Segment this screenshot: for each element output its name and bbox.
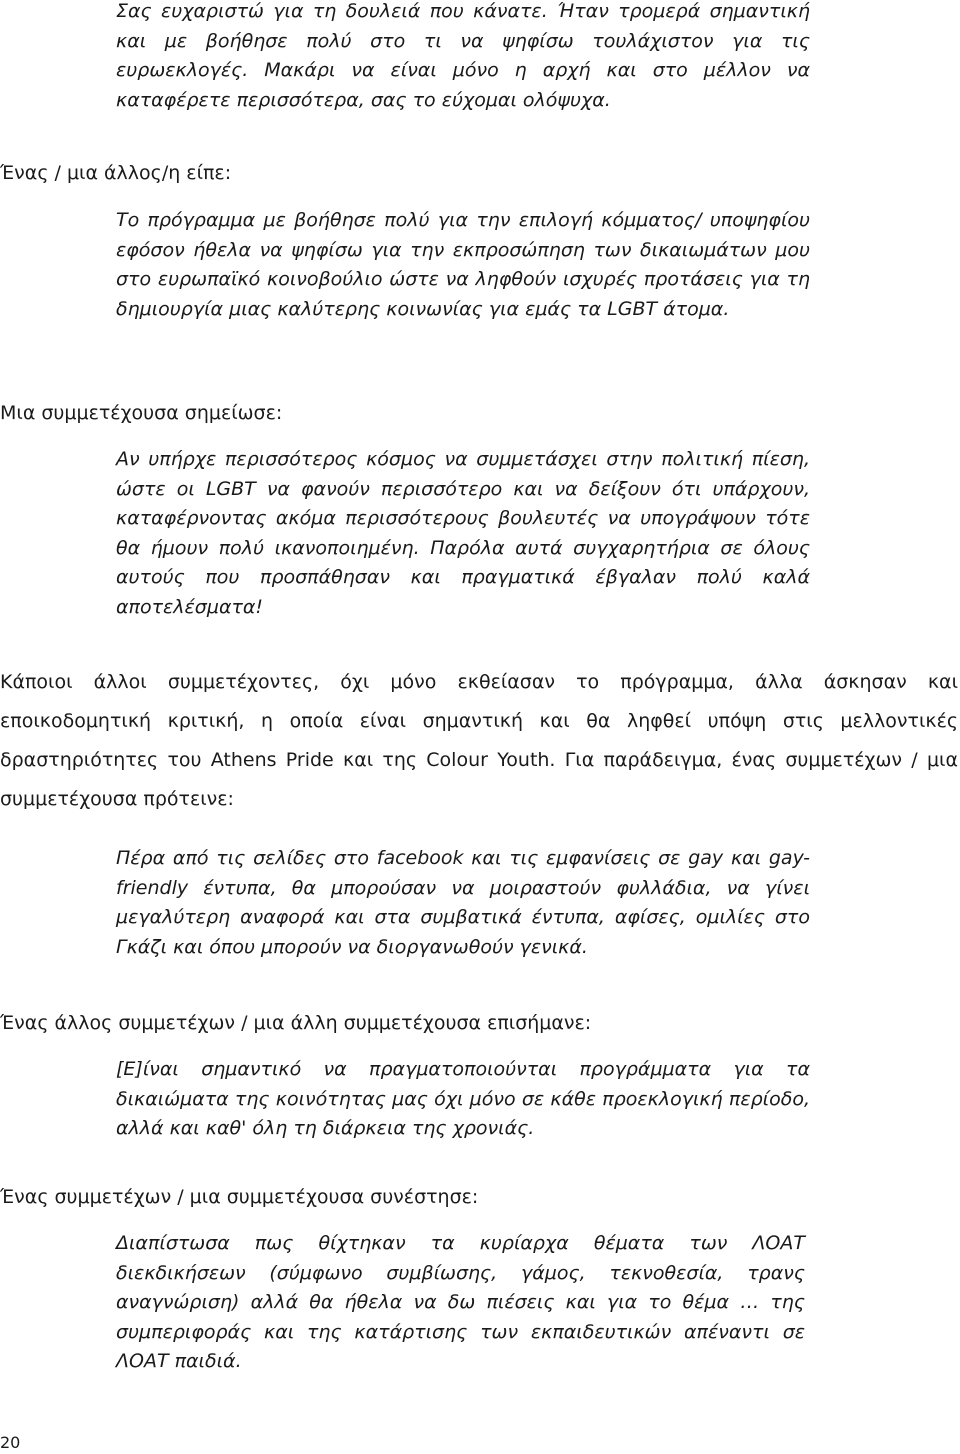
testimonial-quote-5: [Ε]ίναι σημαντικό να πραγματοποιούνται προγράμματα για τα δικαιώματα της κοινότητας μας όχι μόνο σε κάθε προεκλογική περίοδο, αλλά και καθ' όλη τη διάρκεια της χρονιάς. <box>116 1058 810 1139</box>
testimonial-quote-1: Σας ευχαριστώ για τη δουλειά που κάνατε. Ήταν τρομερά σημαντική και με βοήθησε πολύ στο τι να ψηφίσω τουλάχιστον για τις ευρωεκλογές. Μακάρι να είναι μόνο η αρχή και στο μέλλον να καταφέρετε περισσότερα, σας το εύχομαι ολόψυχα. <box>116 0 810 111</box>
testimonial-quote-3: Αν υπήρχε περισσότερος κόσμος να συμμετάσχει στην πολιτική πίεση, ώστε οι LGBT να φανούν περισσότερο και να δείξουν ότι υπάρχουν, καταφέρνοντας ακόμα περισσότερους βουλευτές να υπογράψουν τότε θα ήμουν πολύ ικανοποιημένη. Παρόλα αυτά συγχαρητήρια σε όλους αυτούς που προσπάθησαν και πραγματικά έβγαλαν πολύ καλά αποτελέσματα! <box>116 448 810 618</box>
quote-intro-5: Ένας άλλος συμμετέχων / μια άλλη συμμετέχουσα επισήμανε: <box>0 1012 592 1034</box>
body-paragraph: Κάποιοι άλλοι συμμετέχοντες, όχι μόνο εκθείασαν το πρόγραμμα, άλλα άσκησαν και εποικοδομητική κριτική, η οποία είναι σημαντική και θα ληφθεί υπόψη στις μελλοντικές δραστηριότητες του Athens Pride και της Colour Youth. Για παράδειγμα, ένας συμμετέχων / μια συμμετέχουσα πρότεινε: <box>0 671 958 810</box>
testimonial-quote-2: Το πρόγραμμα με βοήθησε πολύ για την επιλογή κόμματος/ υποψηφίου εφόσον ήθελα να ψηφίσω για την εκπροσώπηση των δικαιωμάτων μου στο ευρωπαϊκό κοινοβούλιο ώστε να ληφθούν ισχυρές προτάσεις για τη δημιουργία μιας καλύτερης κοινωνίας για εμάς τα LGBT άτομα. <box>116 209 810 320</box>
quote-intro-6: Ένας συμμετέχων / μια συμμετέχουσα συνέστησε: <box>0 1186 479 1208</box>
testimonial-quote-6: Διαπίστωσα πως θίχτηκαν τα κυρίαρχα θέματα των ΛΟΑΤ διεκδικήσεων (σύμφωνο συμβίωσης, γάμος, τεκνοθεσία, τρανς αναγνώριση) αλλά θα ήθελα να δω πιέσεις και για το θέμα … της συμπεριφοράς και της κατάρτισης των εκπαιδευτικών απέναντι σε ΛΟΑΤ παιδιά. <box>116 1232 805 1372</box>
quote-intro-3: Μια συμμετέχουσα σημείωσε: <box>0 402 283 424</box>
quote-intro-2: Ένας / μια άλλος/η είπε: <box>0 162 232 184</box>
testimonial-quote-4: Πέρα από τις σελίδες στο facebook και τις εμφανίσεις σε gay και gay-friendly έντυπα, θα μπορούσαν να μοιραστούν φυλλάδια, να γίνει μεγαλύτερη αναφορά και στα συμβατικά έντυπα, αφίσες, ομιλίες στο Γκάζι και όπου μπορούν να διοργανωθούν γενικά. <box>116 847 810 958</box>
page-number: 20 <box>0 1433 21 1452</box>
